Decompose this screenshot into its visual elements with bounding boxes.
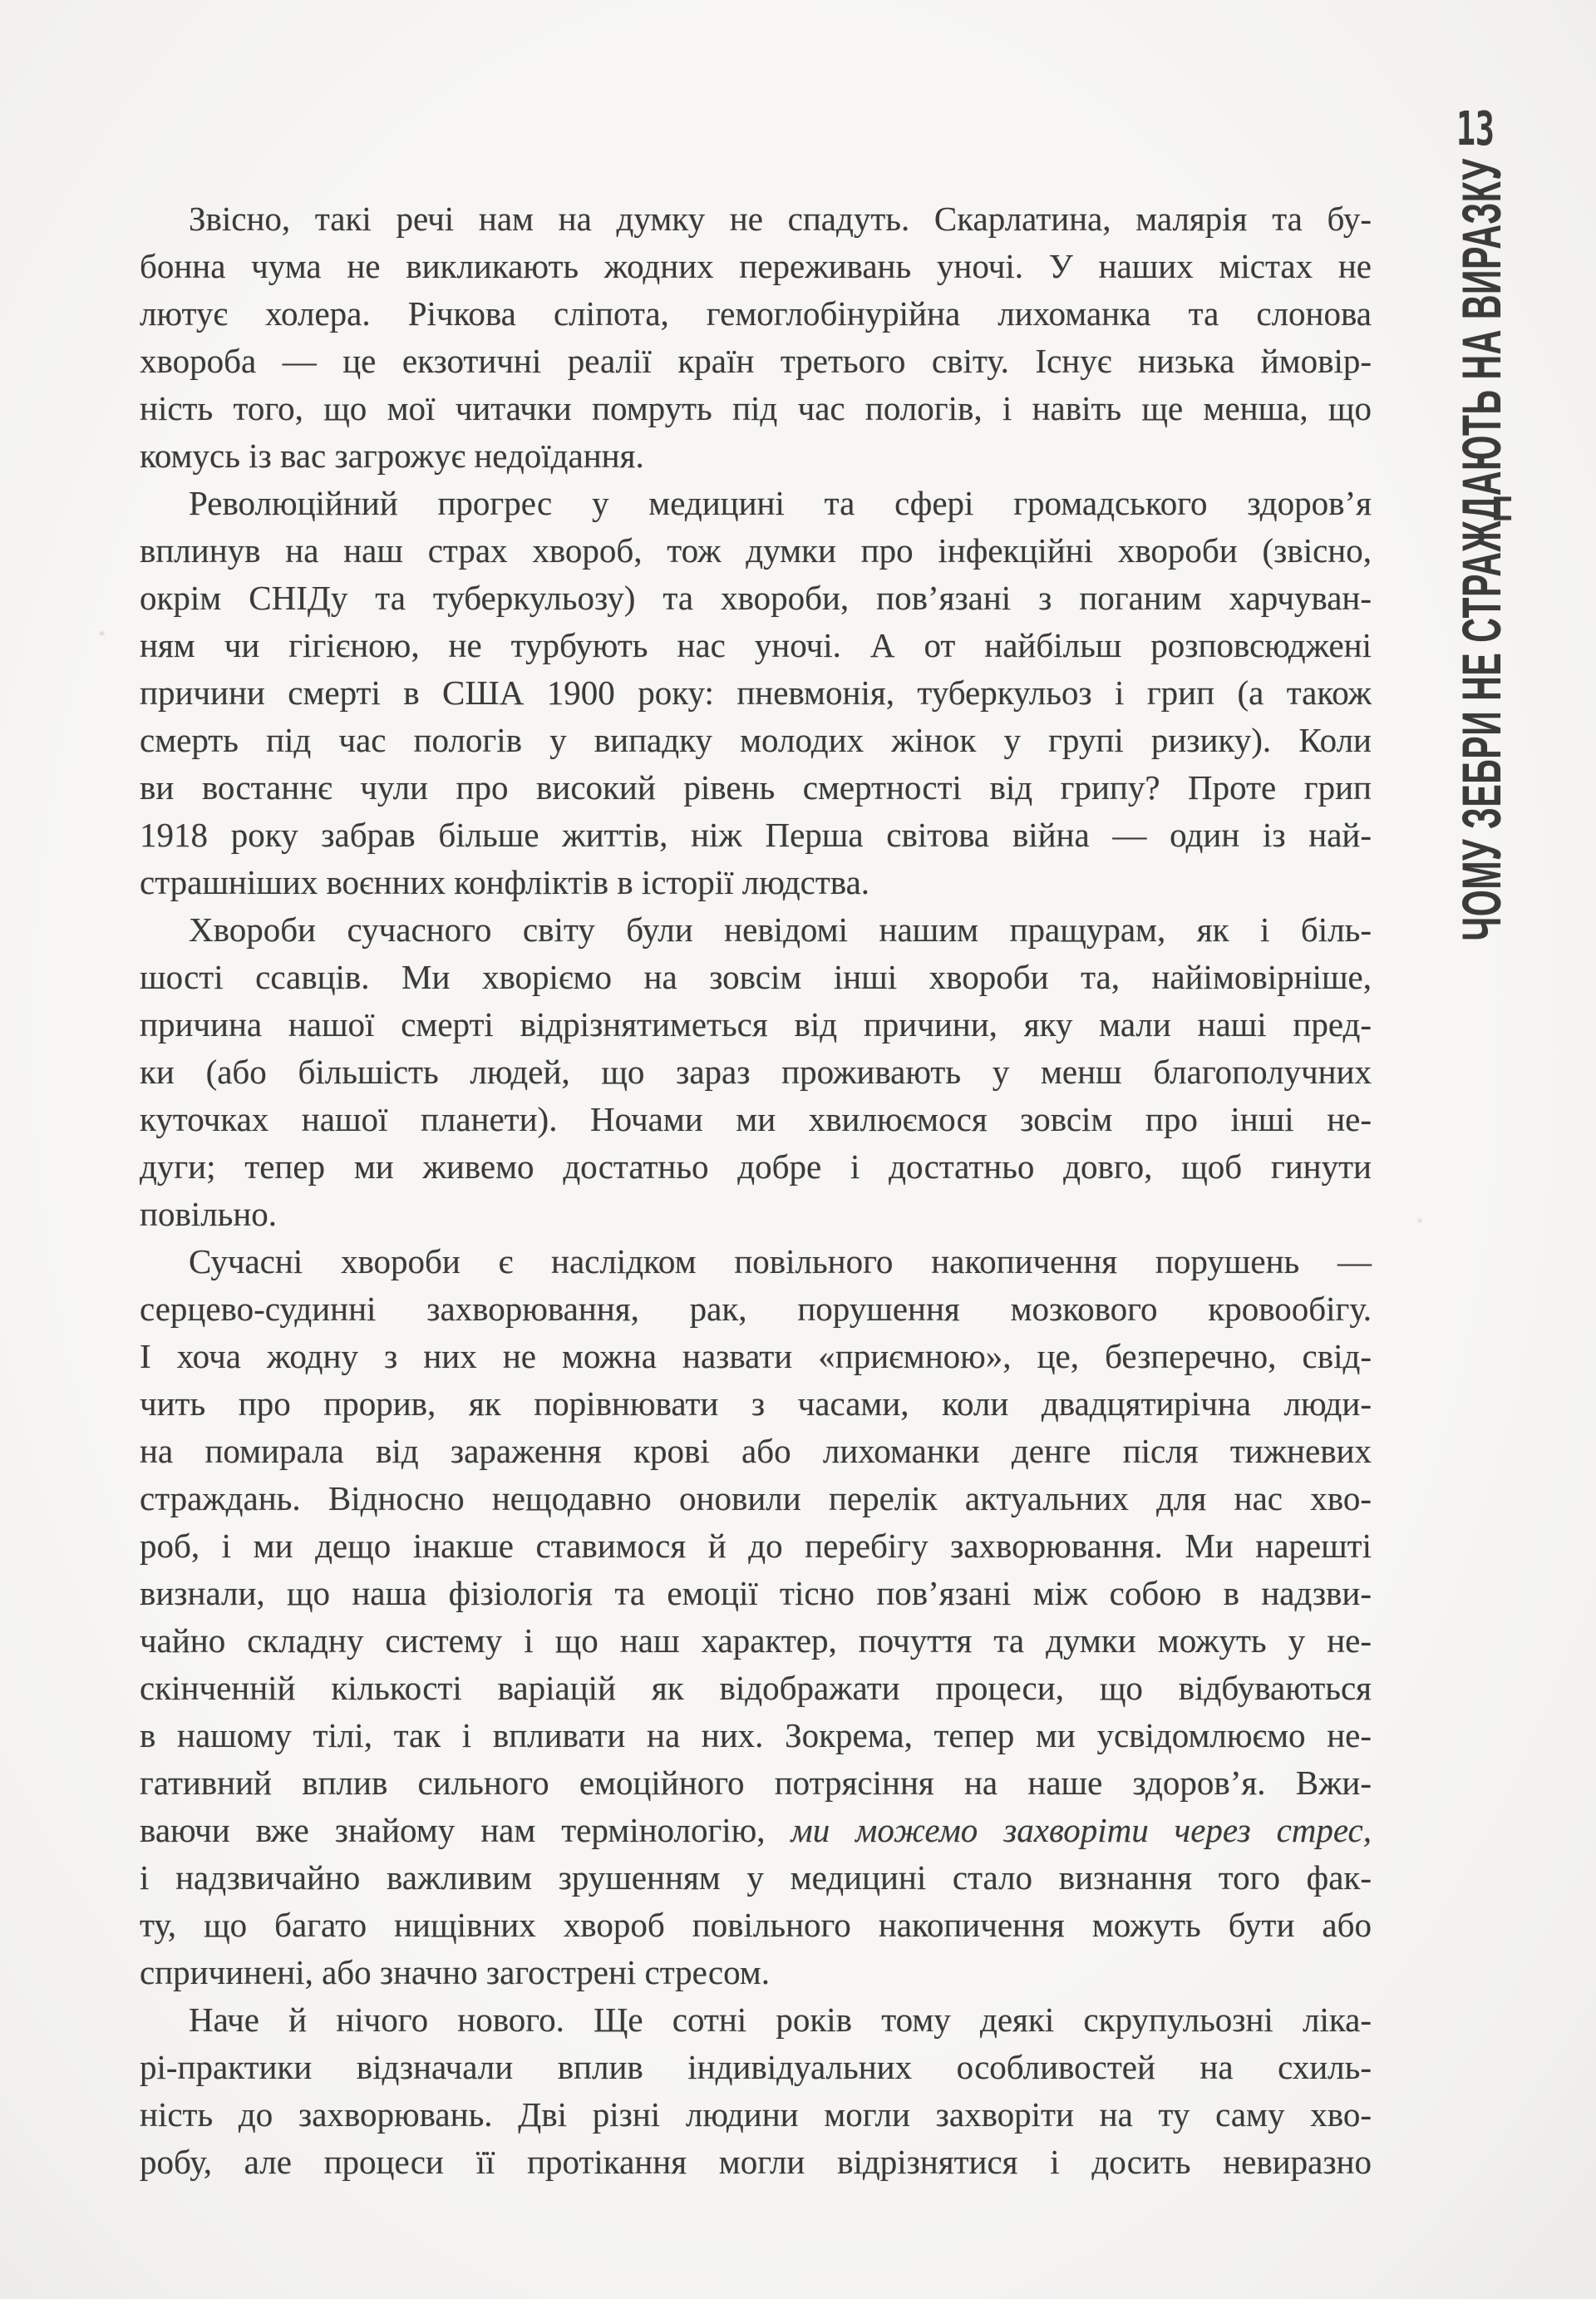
text-line [140,243,1372,290]
text-segment: причини смерті в США 1900 року: пневмонія, туберкульоз і грип (а також [140,673,1372,712]
text-segment: хвороба — це екзотичні реалії країн третього світу. Існує низька ймовір- [140,342,1372,380]
text-segment: рі-практики відзначали вплив індивідуальних особливостей на схиль- [140,2048,1372,2086]
text-segment: страшніших воєнних конфліктів в історії людства. [140,863,870,901]
text-line [140,1665,1372,1712]
page-number: 13 [1456,102,1495,156]
body-paragraph [140,480,1372,906]
scan-speck [100,632,104,635]
text-line [140,1759,1372,1807]
text-segment: І хоча жодну з них не можна назвати «приємною», це, безперечно, свід- [140,1337,1372,1375]
text-segment: робу, але процеси її протікання могли відрізнятися і досить невиразно [140,2143,1372,2181]
text-line [140,1949,1372,1996]
text-segment: дуги; тепер ми живемо достатньо добре і достатньо довго, щоб гинути [140,1147,1372,1186]
text-segment: в нашому тілі, так і впливати на них. Зокрема, тепер ми усвідомлюємо не- [140,1716,1372,1754]
text-line [140,1048,1372,1096]
text-line [140,1191,1372,1238]
text-segment: ність того, що мої читачки помруть під час пологів, і навіть ще менша, що [140,389,1372,427]
text-line [140,1854,1372,1902]
text-segment: Наче й нічого нового. Ще сотні років тому деякі скрупульозні ліка- [189,2001,1372,2039]
text-line [140,812,1372,859]
text-line [140,2139,1372,2186]
body-paragraph [140,1996,1372,2186]
text-segment: ви востаннє чули про високий рівень смертності від грипу? Проте грип [140,768,1372,807]
text-line [140,764,1372,812]
text-segment: повільно. [140,1195,278,1233]
text-line [140,717,1372,764]
text-segment: Хвороби сучасного світу були невідомі нашим пращурам, як і біль- [189,910,1372,949]
text-line [140,1522,1372,1570]
text-segment: скінченній кількості варіацій як відображати процеси, що відбуваються [140,1669,1372,1707]
text-segment: 1918 року забрав більше життів, ніж Перша світова війна — один із най- [140,816,1372,854]
text-segment: Звісно, такі речі нам на думку не спадуть. Скарлатина, малярія та бу- [189,200,1372,238]
text-segment: окрім СНІДу та туберкульозу) та хвороби, пов’язані з поганим харчуван- [140,579,1372,617]
text-line [140,1001,1372,1048]
text-segment: ту, що багато нищівних хвороб повільного накопичення можуть бути або [140,1906,1372,1944]
text-segment: Сучасні хвороби є наслідком повільного накопичення порушень — [189,1242,1372,1280]
text-segment: і надзвичайно важливим зрушенням у медицині стало визнання того фак- [140,1858,1372,1897]
text-line [140,575,1372,622]
text-segment: ки (або більшість людей, що зараз проживають у менш благополучних [140,1053,1372,1091]
text-line [140,1570,1372,1617]
text-segment: лютує холера. Річкова сліпота, гемоглобінурійна лихоманка та слонова [140,294,1372,333]
text-segment: спричинені, або значно загострені стресом. [140,1953,770,1991]
text-segment: ням чи гігієною, не турбують нас уночі. А от найбільш розповсюджені [140,626,1372,664]
text-line [140,1996,1372,2044]
text-line [140,1143,1372,1191]
text-segment: визнали, що наша фізіологія та емоції тісно пов’язані між собою в надзви- [140,1574,1372,1612]
text-segment: причина нашої смерті відрізнятиметься від причини, яку мали наші пред- [140,1005,1372,1043]
scan-speck [1418,1219,1421,1222]
text-line [140,385,1372,432]
text-segment: куточках нашої планети). Ночами ми хвилюємося зовсім про інші не- [140,1100,1372,1138]
running-head-book-title: ЧОМУ ЗЕБРИ НЕ СТРАЖДАЮТЬ НА ВИРАЗКУ [1451,158,1512,941]
text-segment: страждань. Відносно нещодавно оновили перелік актуальних для нас хво- [140,1479,1372,1517]
text-line [140,527,1372,575]
text-line [140,195,1372,243]
text-segment: на помирала від зараження крові або лихоманки денге після тижневих [140,1432,1372,1470]
text-line [140,1807,1372,1854]
text-segment: смерть під час пологів у випадку молодих жінок у групі ризику). Коли [140,721,1372,759]
text-line [140,290,1372,338]
text-block [140,195,1372,2186]
text-segment: серцево-судинні захворювання, рак, порушення мозкового кровообігу. [140,1290,1372,1328]
text-segment: комусь із вас загрожує недоїдання. [140,437,644,475]
text-line [140,480,1372,527]
text-segment: ваючи вже знайому нам термінологію, [140,1811,791,1849]
text-line [140,432,1372,480]
text-line [140,1285,1372,1333]
body-paragraph [140,195,1372,480]
text-line [140,1333,1372,1380]
text-line [140,906,1372,954]
text-line [140,1475,1372,1522]
text-line [140,2044,1372,2091]
text-line [140,622,1372,669]
running-head-container [1423,158,1539,941]
text-line [140,669,1372,717]
text-line [140,859,1372,906]
text-line [140,1902,1372,1949]
text-segment: вплинув на наш страх хвороб, тож думки про інфекційні хвороби (звісно, [140,531,1372,570]
text-segment: чайно складну систему і що наш характер, почуття та думки можуть у не- [140,1621,1372,1660]
text-line [140,1096,1372,1143]
body-paragraph [140,906,1372,1238]
text-line [140,1238,1372,1285]
text-line [140,1380,1372,1428]
text-segment: шості ссавців. Ми хворіємо на зовсім інші хвороби та, найімовірніше, [140,958,1372,996]
text-line [140,1617,1372,1665]
text-segment: Революційний прогрес у медицині та сфері громадського здоров’я [189,484,1372,522]
text-segment: ність до захворювань. Дві різні людини могли захворіти на ту саму хво- [140,2095,1372,2134]
text-line [140,2091,1372,2139]
text-line [140,954,1372,1001]
text-line [140,338,1372,385]
text-segment: бонна чума не викликають жодних переживань уночі. У наших містах не [140,247,1372,285]
text-segment: чить про прорив, як порівнювати з часами, коли двадцятирічна люди- [140,1384,1372,1423]
body-paragraph [140,1238,1372,1996]
text-segment: роб, і ми дещо інакше ставимося й до перебігу захворювання. Ми нарешті [140,1527,1372,1565]
italic-text-segment: ми можемо захворіти через стрес, [791,1811,1372,1849]
text-line [140,1428,1372,1475]
text-segment: гативний вплив сильного емоційного потрясіння на наше здоров’я. Вжи- [140,1764,1372,1802]
text-line [140,1712,1372,1759]
